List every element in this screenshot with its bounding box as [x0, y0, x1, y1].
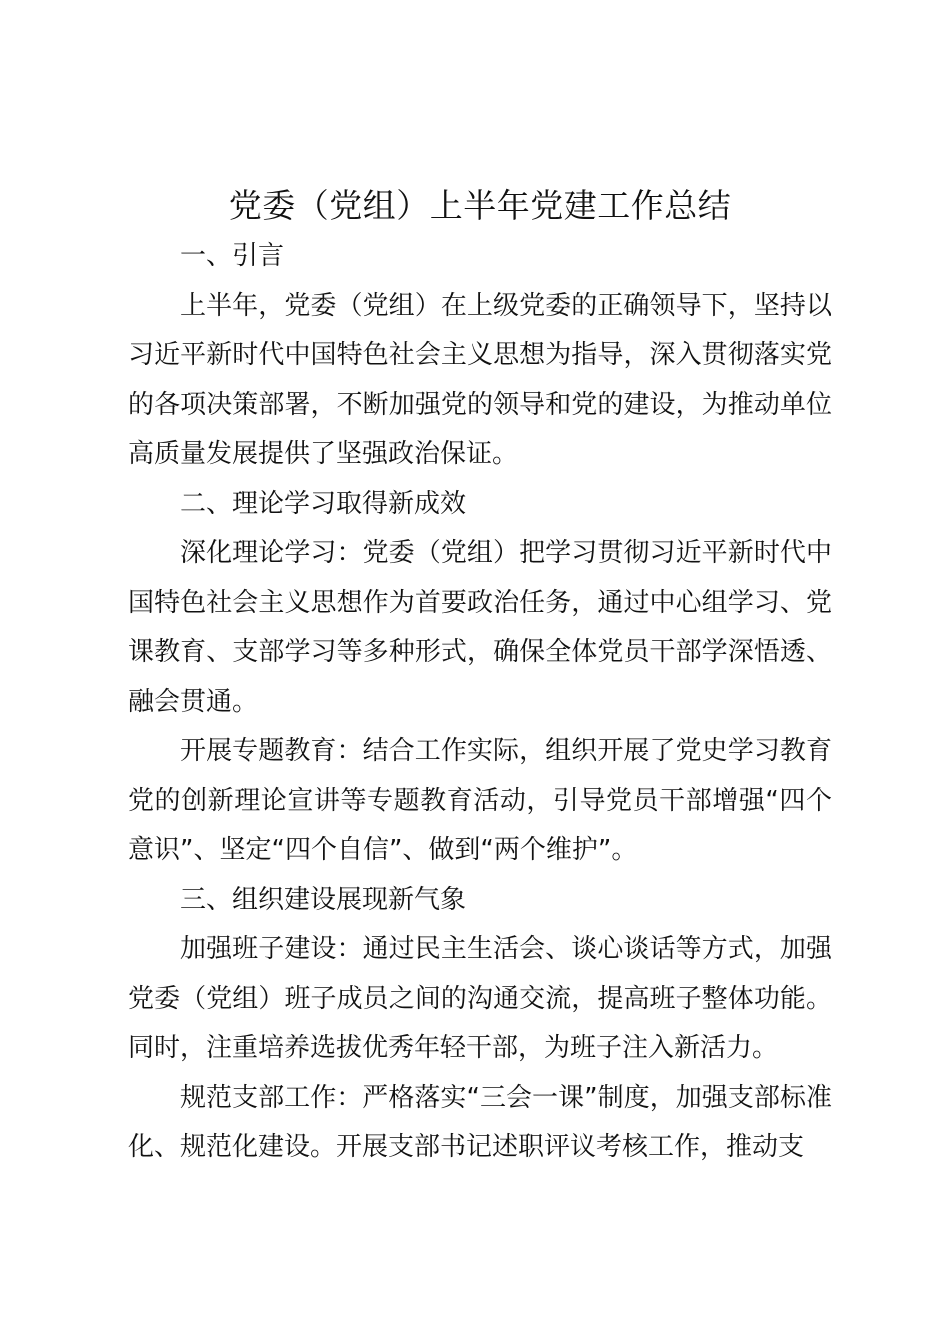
document-title: 党委（党组）上半年党建工作总结 [228, 186, 732, 225]
paragraph: 规范支部工作：严格落实“三会一课”制度，加强支部标准化、规范化建设。开展支部书记述职评议考核工作，推动支 [128, 1082, 832, 1162]
section-introduction [128, 232, 832, 480]
section-organization-building [128, 876, 832, 1173]
section-heading: 二、理论学习取得新成效 [180, 488, 467, 519]
paragraph: 深化理论学习：党委（党组）把学习贯彻习近平新时代中国特色社会主义思想作为首要政治任务，通过中心组学习、党课教育、支部学习等多种形式，确保全体党员干部学深悟透、融会贯通。 [128, 538, 832, 717]
paragraph: 开展专题教育：结合工作实际，组织开展了党史学习教育党的创新理论宣讲等专题教育活动，引导党员干部增强“四个意识”、坚定“四个自信”、做到“两个维护”。 [128, 736, 832, 865]
section-heading: 三、组织建设展现新气象 [180, 884, 467, 915]
document-body [128, 232, 832, 1173]
paragraph: 上半年，党委（党组）在上级党委的正确领导下，坚持以习近平新时代中国特色社会主义思想为指导，深入贯彻落实党的各项决策部署，不断加强党的领导和党的建设，为推动单位高质量发展提供了坚强政治保证。 [128, 290, 832, 469]
section-theory-study [128, 480, 832, 876]
section-heading: 一、引言 [180, 241, 285, 271]
paragraph: 加强班子建设：通过民主生活会、谈心谈话等方式，加强党委（党组）班子成员之间的沟通交流，提高班子整体功能。同时，注重培养选拔优秀年轻干部，为班子注入新活力。 [128, 934, 832, 1063]
